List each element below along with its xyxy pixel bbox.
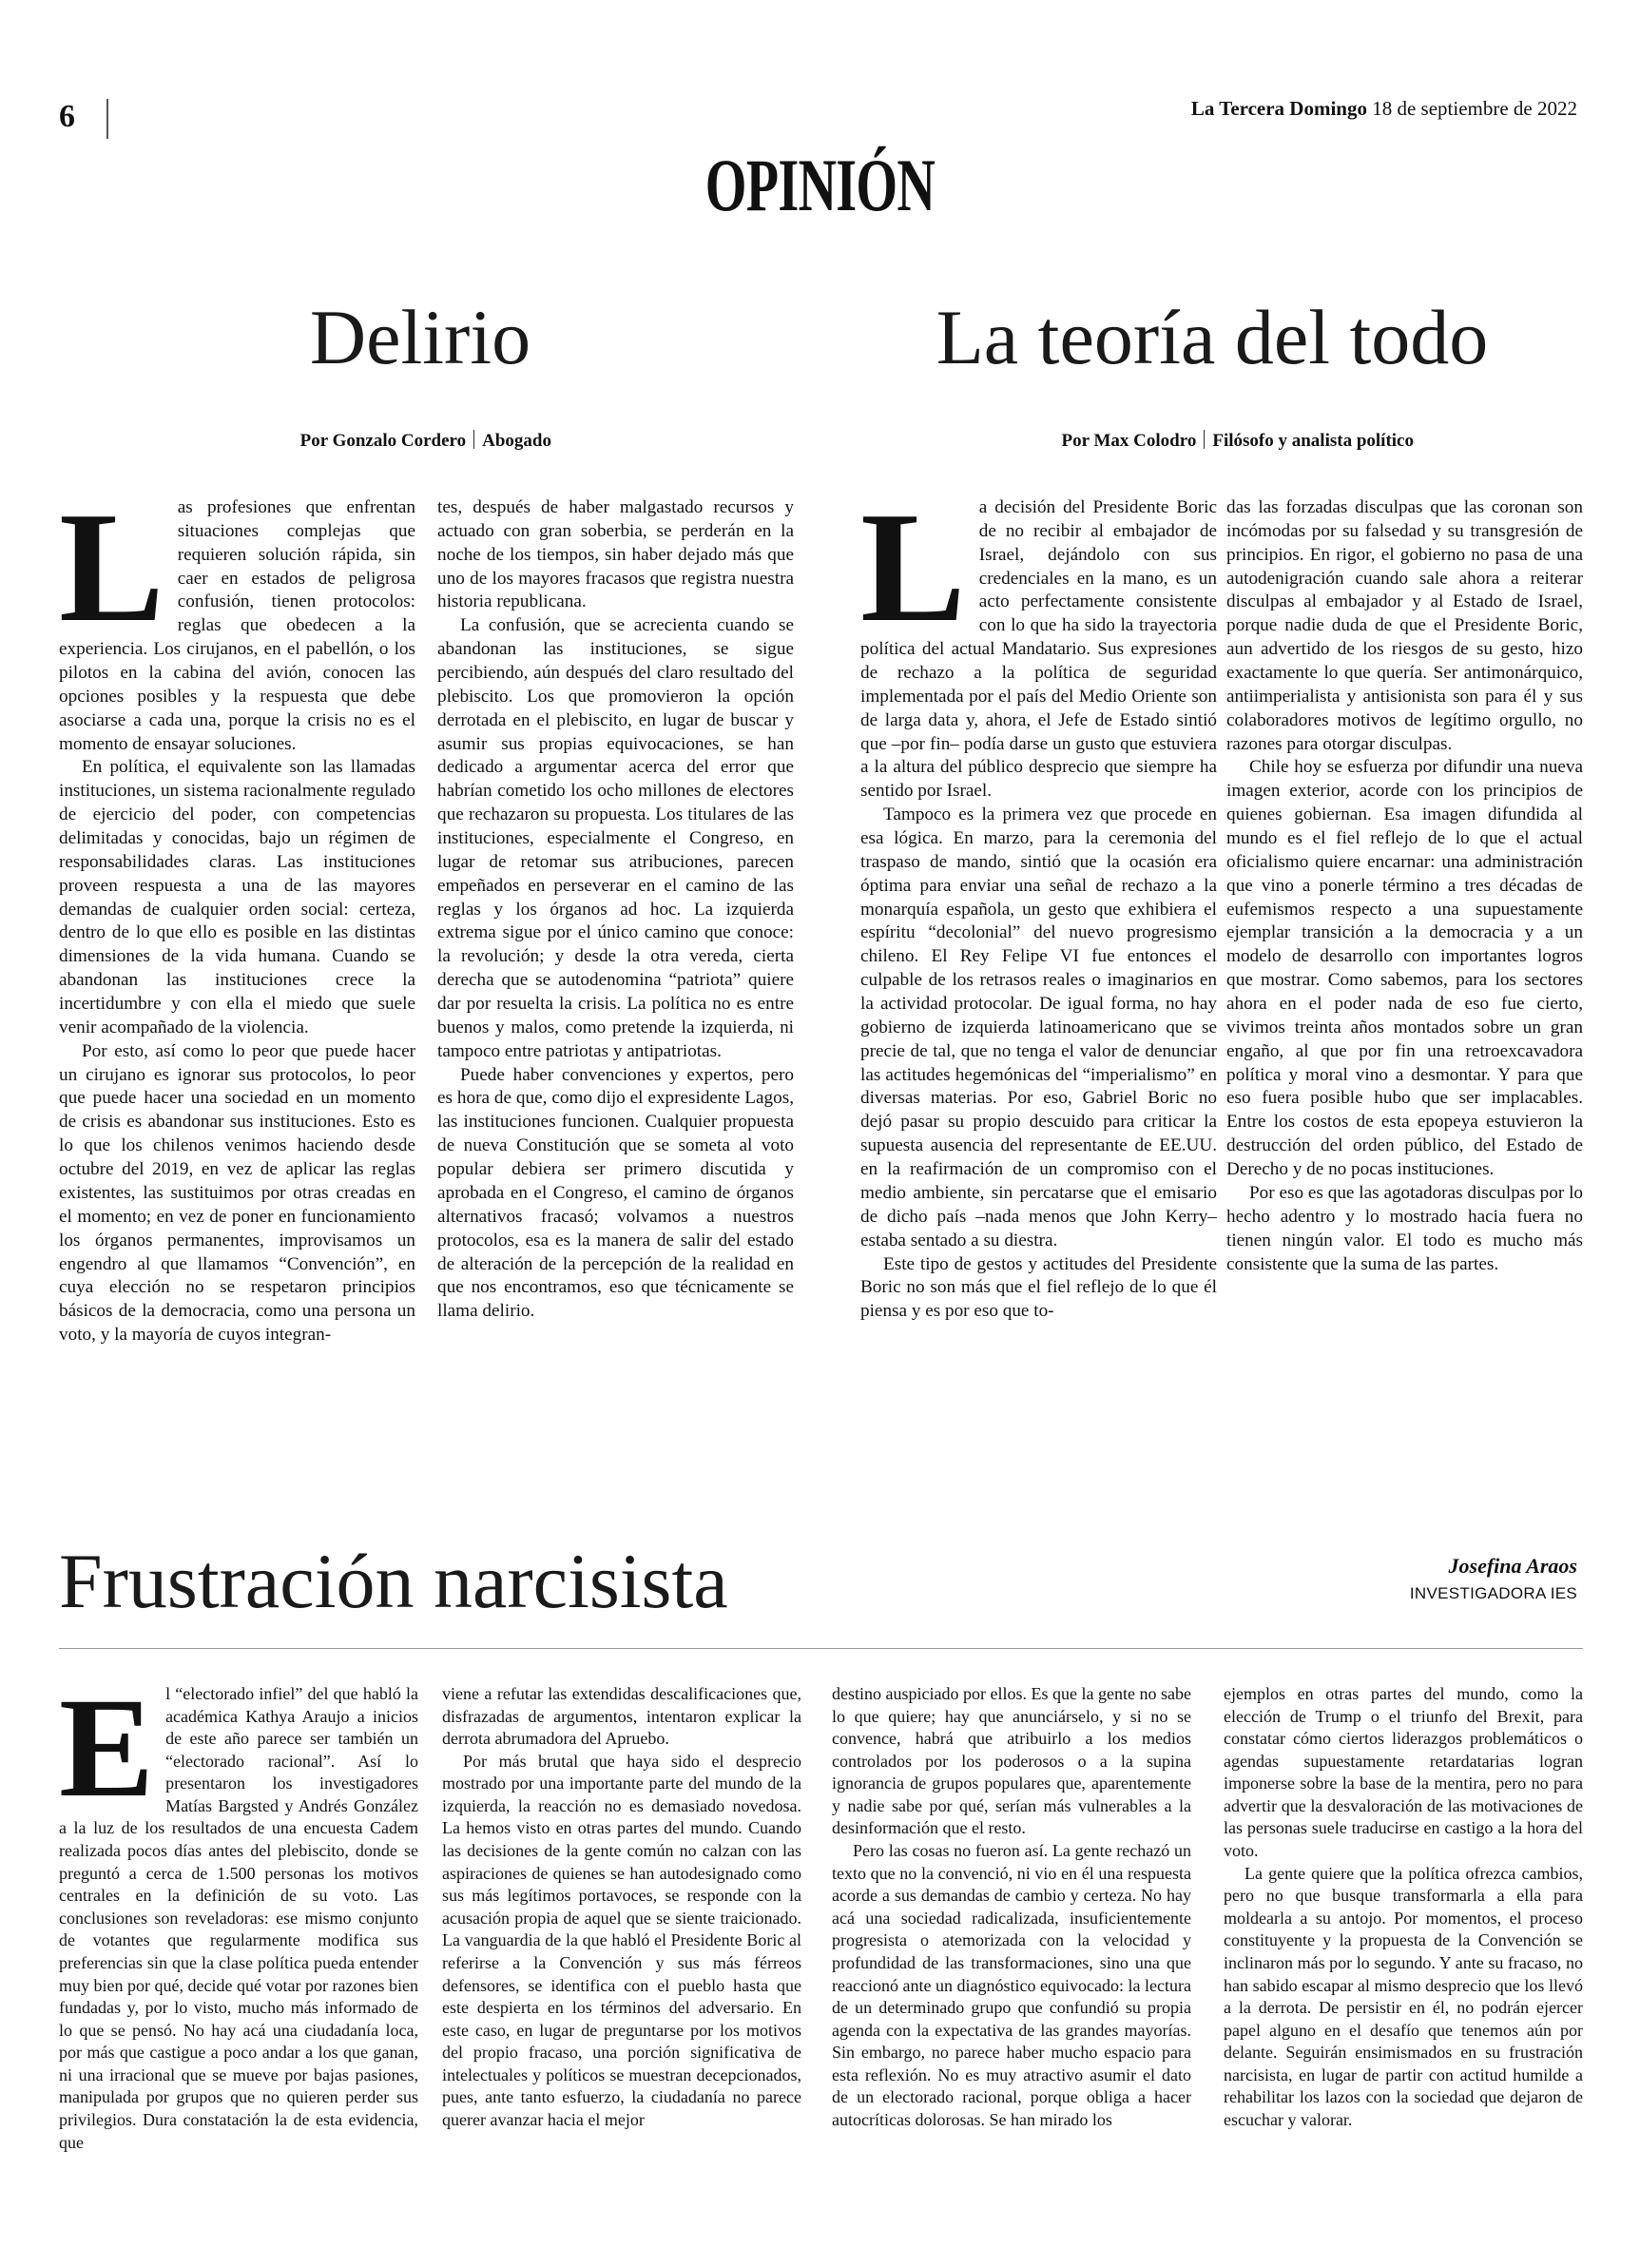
byline-divider <box>473 430 474 449</box>
article-left-headline: Delirio <box>309 294 531 380</box>
masthead <box>1191 97 1577 121</box>
drop-cap: L <box>59 496 164 654</box>
paragraph: En política, el equivalente son las llamadas instituciones, un sistema racionalmente regulado de ejercicio del poder, con competencias delimitadas y conocidas, bajo un régimen de responsabilidades claras. Las instituciones proveen respuesta a una de las mayores demandas de cualquier orden social: certeza, dentro de lo que ello es posible en las distintas dimensiones de la vida humana. Cuando se abandonan las instituciones crece la incertidumbre y con ella el miedo que suele venir acompañado de la violencia. <box>59 757 415 1037</box>
paragraph: Por eso es que las agotadoras disculpas por lo hecho adentro y lo mostrado hacia fuera no tienen ningún valor. El todo es mucho más consistente que la suma de las partes. <box>1226 1182 1583 1274</box>
article-right-headline: La teoría del todo <box>936 294 1489 380</box>
article-right-column-2 <box>1226 496 1583 1457</box>
paragraph: La confusión, que se acrecienta cuando se abandonan las instituciones, se sigue percibiendo, aún después del claro resultado del plebiscito. Los que promovieron la opción derrotada en el plebiscito, en lugar de buscar y asumir sus propias equivocaciones, se han dedicado a argumentar acerca del error que habrían cometido los ocho millones de electores que rechazaron su propuesta. Los titulares de las instituciones, especialmente el Congreso, en lugar de retomar sus atribuciones, parecen empeñados en perseverar en el camino de las reglas y los órganos ad hoc. La izquierda extrema sigue por el único camino que conoce: la revolución; y desde la otra vereda, cierta derecha que se autodenomina “patriota” quiere dar por resuelta la crisis. La política no es entre buenos y malos, como pretende la izquierda, ni tampoco entre patriotas y antipatriotas. <box>437 615 794 1061</box>
article-bottom-column-2 <box>442 1683 801 2201</box>
drop-cap: L <box>860 496 966 654</box>
paragraph: Por esto, así como lo peor que puede hacer un cirujano es ignorar sus protocolos, lo peor que puede hacer una sociedad en un momento de crisis es abandonar sus instituciones. Esto es lo que los chilenos venimos haciendo desde octubre del 2019, en vez de aplicar las reglas existentes, las sustituimos por otras creadas en el momento; en vez de poner en funcionamiento los órganos permanentes, improvisamos un engendro al que llamamos “Convención”, en cuya elección no se respetaron principios básicos de la democracia, como una persona un voto, y la mayoría de cuyos integran- <box>59 1040 415 1346</box>
paragraph: Tampoco es la primera vez que procede en esa lógica. En marzo, para la ceremonia del traspaso de mando, sintió que la ocasión era óptima para enviar una señal de rechazo a la monarquía española, un gesto que exhibiera el espíritu “decolonial” del nuevo progresismo chileno. El Rey Felipe VI fue entonces el culpable de los retrasos reales o imaginarios en la actividad protocolar. De igual forma, no hay gobierno de izquierda latinoamericano que se precie de tal, que no tenga el valor de denunciar las actitudes hegemónicas del “imperialismo” en diversas materias. Por eso, Gabriel Boric no dejó pasar su propio descuido para criticar la supuesta ausencia del representante de EE.UU. en la reafirmación de un compromiso con el medio ambiente, sin percatarse que el emisario de dicho país –nada menos que John Kerry– estaba sentado a su diestra. <box>860 804 1217 1250</box>
paragraph: destino auspiciado por ellos. Es que la gente no sabe lo que quiere; hay que anunciárselo, y si no se convence, habrá que atribuirlo a los medios controlados por los poderosos o a la supina ignorancia de grupos populares que, aparentemente y nadie sabe por qué, serían más vulnerables a la desinformación que el resto. <box>832 1684 1191 1838</box>
paragraph: Este tipo de gestos y actitudes del Presidente Boric no son más que el fiel reflejo de lo que él piensa y es por eso que to- <box>860 1253 1217 1322</box>
paragraph: as profesiones que enfrentan situaciones complejas que requieren solución rápida, sin caer en estados de peligrosa confusión, tienen protocolos: reglas que obedecen a la experiencia. Los cirujanos, en el pabellón, o los pilotos en la cabina del avión, conocen las opciones posibles y la respuesta que debe asociarse a cada una, porque la crisis no es el momento de ensayar soluciones. <box>59 497 415 754</box>
publication-date: 18 de septiembre de 2022 <box>1372 97 1577 120</box>
article-bottom-author: Josefina Araos <box>1448 1554 1577 1578</box>
paragraph: Pero las cosas no fueron así. La gente rechazó un texto que no la convenció, ni vio en él una respuesta acorde a sus demandas de cambio y certeza. No hay acá una sociedad radicalizada, insuficientemente progresista o atemorizada con la velocidad y profundidad de las transformaciones, sino una que reaccionó ante un diagnóstico equivocado: la lectura de un determinado grupo que confundió su propia agenda con la expectativa de las grandes mayorías. Sin embargo, no parece haber mucho espacio para esta reflexión. No es muy atractivo asumir el dato de un electorado racional, porque obliga a hacer autocríticas dolorosas. Se han mirado los <box>832 1841 1191 2129</box>
paragraph: Chile hoy se esfuerza por difundir una nueva imagen exterior, acorde con los principios de quienes gobiernan. Esa imagen difundida al mundo es el fiel reflejo de lo que el actual oficialismo quiere encarnar: una administración que vino a ponerle término a tres décadas de eufemismos respecto a una supuestamente ejemplar transición a la democracia y a un modelo de desarrollo con importantes logros que mostrar. Como sabemos, para los sectores ahora en el poder nada de eso fue cierto, vivimos treinta años montados sobre un gran engaño, al que por fin una retroexcavadora política y moral vino a desmontar. Y para que eso fuera posible hubo que ser implacables. Entre los costos de esta epopeya estuvieron la destrucción del orden público, del Estado de Derecho y de no pocas instituciones. <box>1226 757 1583 1180</box>
byline-role: Abogado <box>482 431 551 451</box>
paragraph: viene a refutar las extendidas descalificaciones que, disfrazadas de argumentos, intentaron explicar la derrota abrumadora del Apruebo. <box>442 1684 801 1749</box>
paragraph: Puede haber convenciones y expertos, pero es hora de que, como dijo el expresidente Lagos, las instituciones funcionen. Cualquier propuesta de nueva Constitución que se someta al voto popular debiera ser primero discutida y aprobada en el Congreso, el camino de órganos alternativos fracasó; volvamos a nuestros protocolos, esa es la manera de salir del estado de alteración de la percepción de la realidad en que nos encontramos, eso que técnicamente se llama delirio. <box>437 1064 794 1322</box>
paragraph: ejemplos en otras partes del mundo, como la elección de Trump o el triunfo del Brexit, para constatar cómo ciertos liderazgos problemáticos o agendas supuestamente retardatarias logran imponerse sobre la base de la mentira, pero no para advertir que la desvaloración de las motivaciones de las personas suele traducirse en castigo a la hora del voto. <box>1224 1684 1583 1861</box>
section-title: OPINIÓN <box>704 144 936 226</box>
publication-name: La Tercera Domingo <box>1190 97 1367 120</box>
byline-divider <box>1204 430 1205 449</box>
paragraph: tes, después de haber malgastado recursos y actuado con gran soberbia, se perderán en la noche de los tiempos, sin haber dejado más que uno de los mayores fracasos que registra nuestra historia republicana. <box>437 497 794 612</box>
paragraph: La gente quiere que la política ofrezca cambios, pero no que busque transformarla a ella para moldearla a su antojo. Por momentos, el proceso constituyente y la propuesta de la Convención se inclinaron más por lo segundo. Y ante su fracaso, no han sabido escapar al mismo desprecio que los llevó a la derrota. De persistir en él, no podrán ejercer papel alguno en el desafío que tenemos aún por delante. Seguirán ensimismados en su frustración narcisista, en lugar de partir con actitud humilde a rehabilitar los lazos con la sociedad que dejaron de escuchar y valorar. <box>1224 1863 1583 2129</box>
paragraph: l “electorado infiel” del que habló la académica Kathya Araujo a inicios de este año parece ser también un “electorado racional”. Así lo presentaron los investigadores Matías Bargsted y Andrés González a la luz de los resultados de una encuesta Cadem realizada pocos días antes del plebiscito, donde se preguntó a cerca de 1.500 personas los motivos centrales en la definición de su voto. Las conclusiones son reveladoras: ese mismo conjunto de votantes que regularmente modifica sus preferencias sin que la clase política pueda entender muy bien por qué, decide qué votar por razones bien fundadas y, por lo visto, mucho más informado de lo que se pensó. No hay acá una ciudadanía loca, por más que castigue a poco andar a los que ganan, ni una irracional que se mueve por bajas pasiones, manipulada por grupos que no quieren perder sus privilegios. Dura constatación la de esta evidencia, que <box>59 1684 418 2152</box>
paragraph: das las forzadas disculpas que las coronan son incómodas por su falsedad y su transgresión de principios. En rigor, el gobierno no pasa de una autodenigración cuando sale ahora a reiterar disculpas al embajador y al Estado de Israel, porque nadie duda de que el Presidente Boric, aun advertido de los riesgos de su gesto, hizo exactamente lo que quería. Ser antimonárquico, antiimperialista y antisionista son para él y sus colaboradores motivos de legítimo orgullo, no razones para otorgar disculpas. <box>1226 497 1583 754</box>
article-left-byline <box>300 430 551 452</box>
article-left-column-1 <box>59 496 415 1457</box>
byline-author: Por Max Colodro <box>1061 431 1197 451</box>
drop-cap: E <box>59 1683 155 1827</box>
horizontal-rule <box>59 1648 1583 1649</box>
byline-role: Filósofo y analista político <box>1212 431 1414 451</box>
article-left-column-2 <box>437 496 794 1457</box>
article-bottom-author-role: INVESTIGADORA IES <box>1409 1584 1577 1602</box>
byline-author: Por Gonzalo Cordero <box>299 431 467 451</box>
page-number: 6 <box>59 99 75 134</box>
article-bottom-column-4 <box>1224 1683 1583 2201</box>
article-bottom-headline: Frustración narcisista <box>59 1538 728 1624</box>
paragraph: Por más brutal que haya sido el desprecio mostrado por una importante parte del mundo de la izquierda, la reacción no es demasiado novedosa. La hemos visto en otras partes del mundo. Cuando las decisiones de la gente común no calzan con las aspiraciones de quienes se han autodesignado como sus más legítimos portavoces, se responde con la acusación propia de aquel que se siente traicionado. La vanguardia de la que habló el Presidente Boric al referirse a la Convención y sus más férreos defensores, se identifica con el pueblo hasta que este despierta en los términos del adversario. En este caso, en lugar de preguntarse por los motivos del propio fracaso, una porción significativa de intelectuales y políticos se muestran decepcionados, pues, ante tanto esfuerzo, la ciudadanía no parece querer avanzar hacia el mejor <box>442 1751 801 2129</box>
page-number-divider <box>106 99 108 139</box>
article-right-byline <box>1062 430 1414 452</box>
article-bottom-column-3 <box>832 1683 1191 2201</box>
article-bottom-column-1 <box>59 1683 418 2201</box>
paragraph: a decisión del Presidente Boric de no recibir al embajador de Israel, dejándolo con sus credenciales en la mano, es un acto perfectamente consistente con lo que ha sido la trayectoria política del actual Mandatario. Sus expresiones de rechazo a la política de seguridad implementada por el país del Medio Oriente son de larga data y, ahora, el Jefe de Estado sintió que –por fin– podía darse un gusto que estuviera a la altura del público desprecio que siempre ha sentido por Israel. <box>860 497 1217 802</box>
article-right-column-1 <box>860 496 1217 1457</box>
